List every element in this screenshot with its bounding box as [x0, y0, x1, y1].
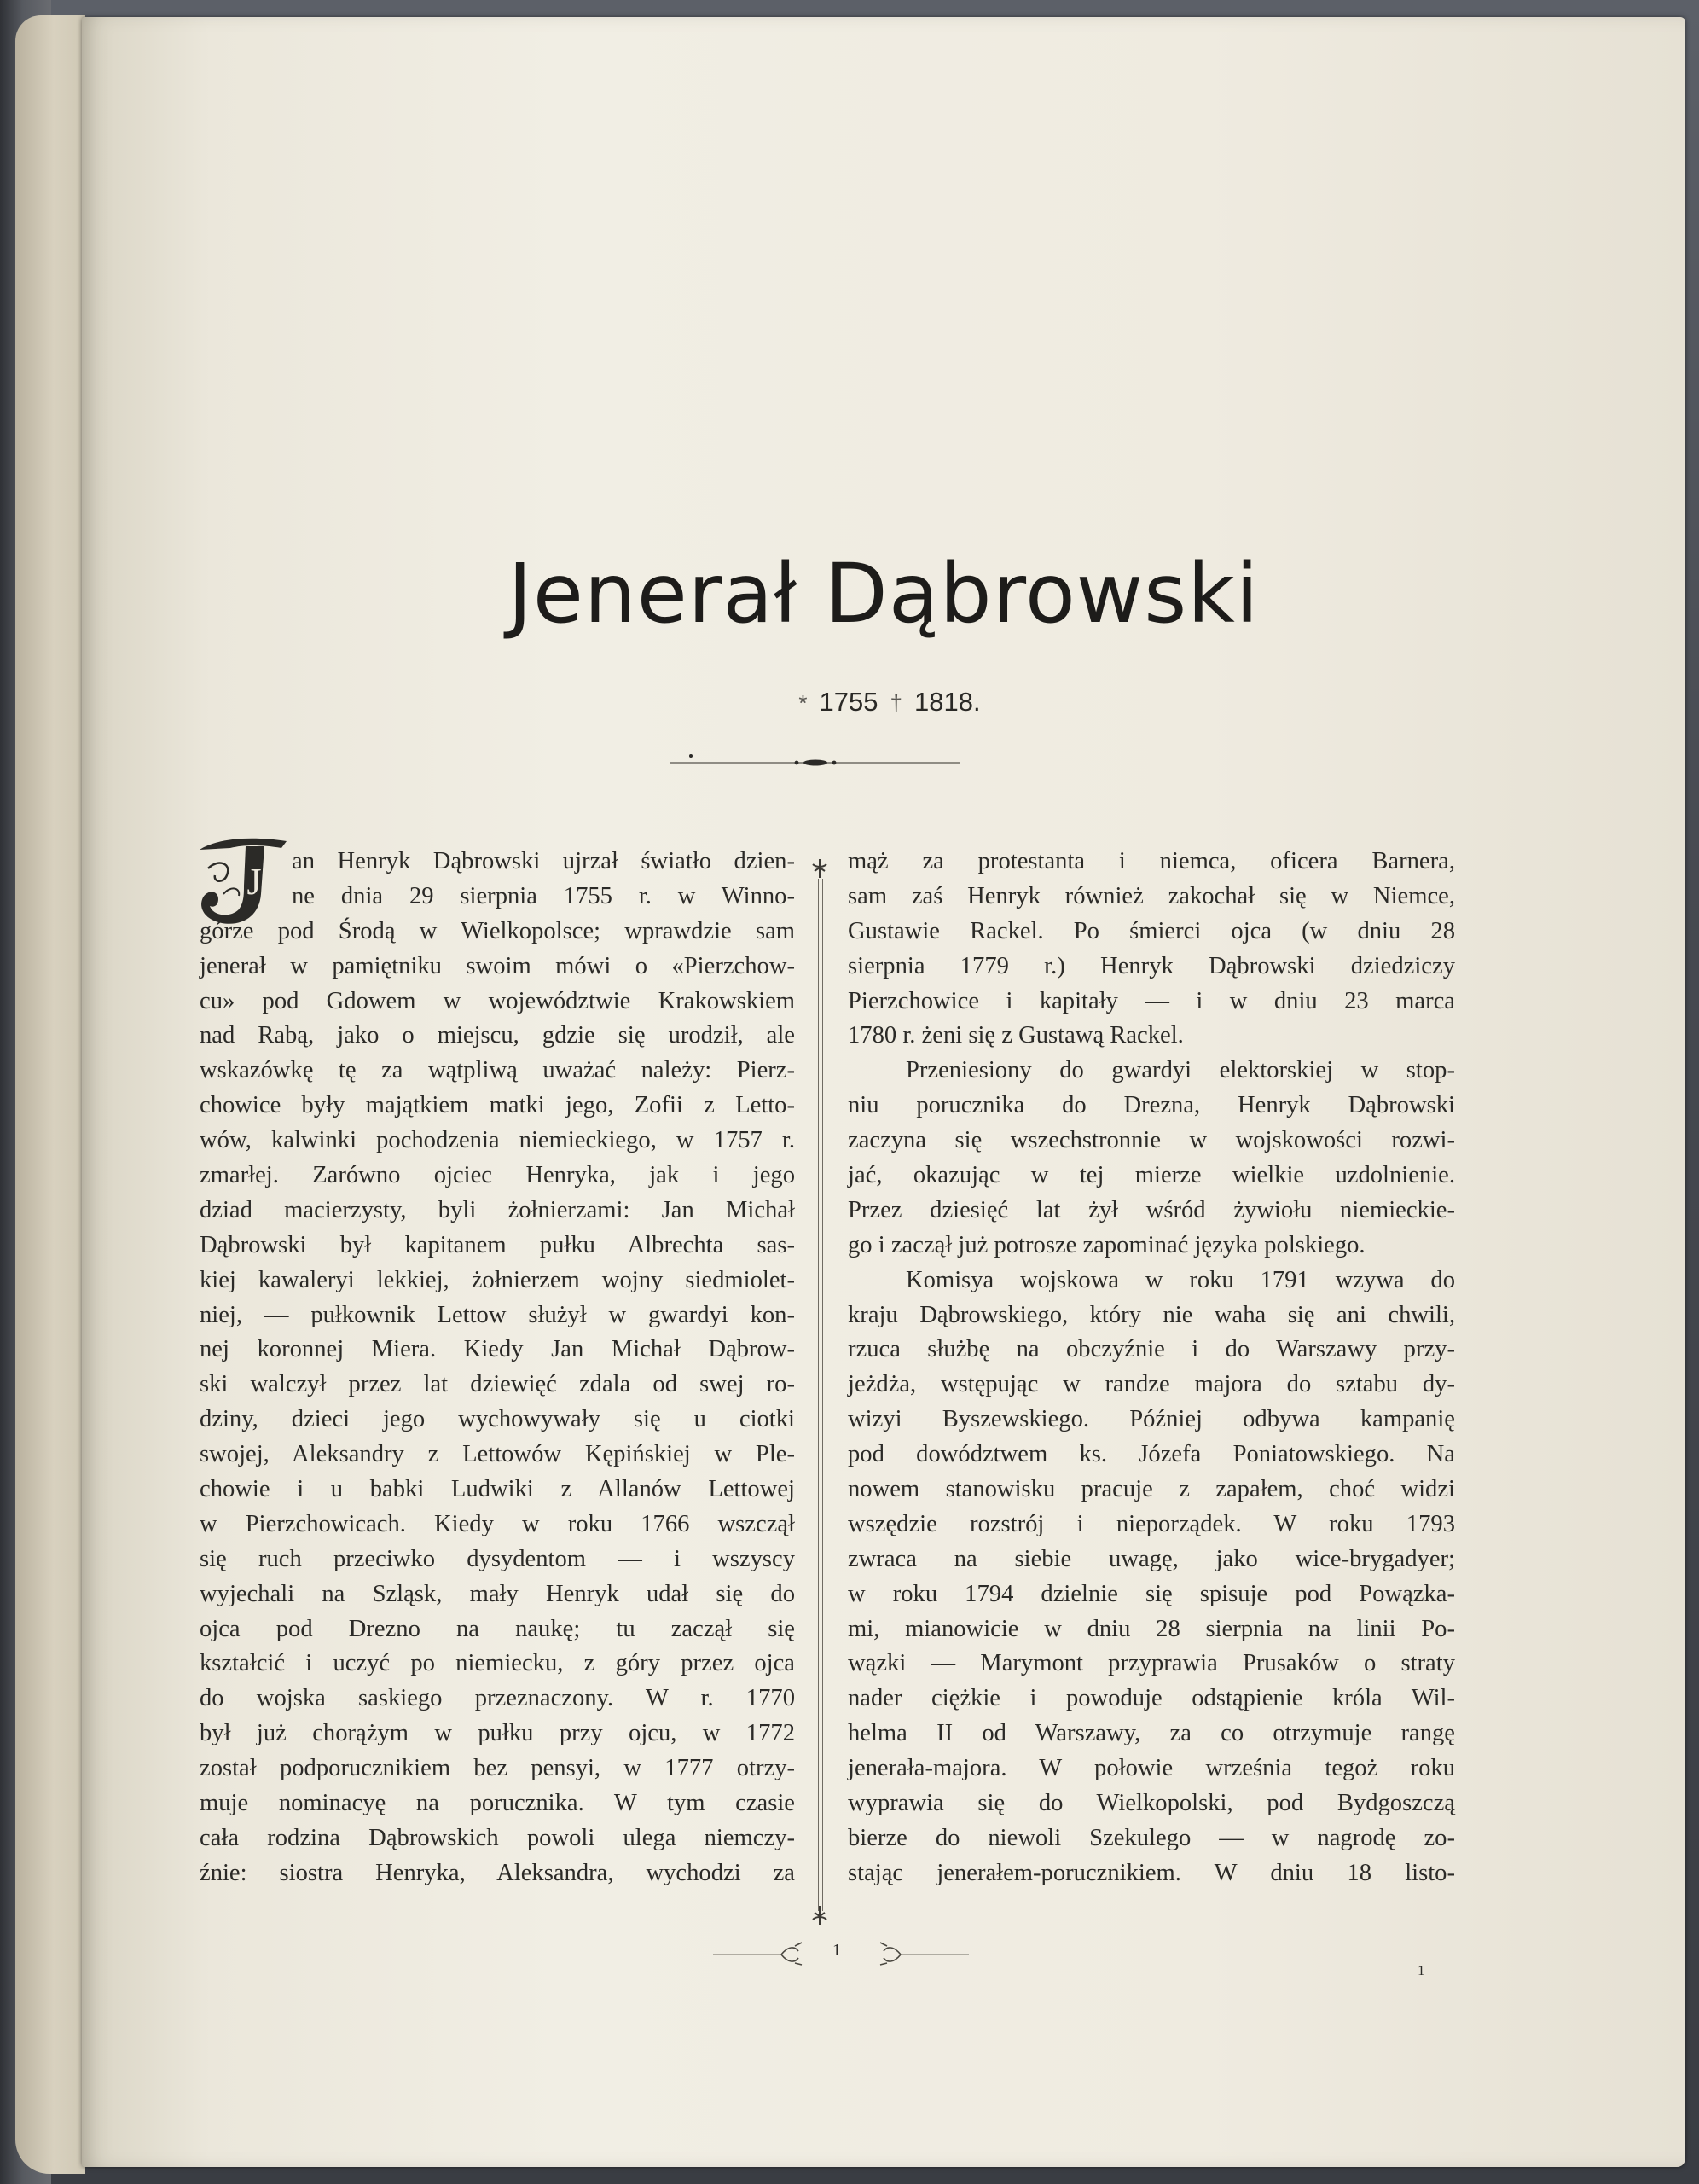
text-line: cu» pod Gdowem w województwie Krakowskiem	[200, 987, 795, 1014]
text-line: ojca pod Drezno na naukę; tu zaczął się	[200, 1615, 795, 1642]
text-line: sam zaś Henryk również zakochał się w Niemce,	[848, 882, 1455, 909]
text-line: mąż za protestanta i niemca, oficera Barnera,	[848, 848, 1455, 874]
text-line: źnie: siostra Henryka, Aleksandra, wychodzi za	[200, 1859, 795, 1886]
text-line: muje nominacyę na porucznika. W tym czasie	[200, 1790, 795, 1817]
text-line: go i zaczął już potrosze zapominać języka polskiego.	[848, 1231, 1366, 1258]
text-line: helma II od Warszawy, za co otrzymuje rangę	[848, 1720, 1455, 1747]
text-line: chowice były majątkiem matki jego, Zofii z Letto-	[200, 1092, 795, 1119]
column-divider	[818, 879, 823, 1911]
text-line: jenerała-majora. W połowie września tegoż roku	[848, 1755, 1455, 1782]
text-column-left	[200, 845, 795, 1891]
dropcap-letter: J	[246, 861, 262, 903]
text-line: zaczyna się wszechstronnie w wojskowości rozwi-	[848, 1127, 1455, 1154]
birth-year: 1755	[819, 687, 878, 717]
text-line: Dąbrowski był kapitanem pułku Albrechta sas-	[200, 1231, 795, 1258]
text-line: wyprawia się do Wielkopolski, pod Bydgoszczą	[848, 1790, 1455, 1817]
text-line: mi, mianowicie w dniu 28 sierpnia na linii Po-	[848, 1615, 1455, 1642]
text-line: chowie i u babki Ludwiki z Allanów Lettowej	[200, 1476, 795, 1503]
divider-top-ornament	[809, 857, 831, 880]
text-line: został podporucznikiem bez pensyi, w 1777 otrzy-	[200, 1755, 795, 1782]
footer-ornament-right	[875, 1941, 969, 1966]
text-line: stając jenerałem-porucznikiem. W dniu 18 listo-	[848, 1859, 1455, 1886]
text-line: rzuca służbę na obczyźnie i do Warszawy przy-	[848, 1336, 1455, 1363]
text-line: zwraca na siebie uwagę, jako wice-brygadyer;	[848, 1545, 1455, 1572]
text-line: jać, okazując w tej mierze wielkie uzdolnienie.	[848, 1162, 1455, 1189]
text-line: niu porucznika do Drezna, Henryk Dąbrowski	[848, 1092, 1455, 1119]
text-line: swojej, Aleksandry z Lettowów Kępińskiej w Ple-	[200, 1441, 795, 1468]
text-line: 1780 r. żeni się z Gustawą Rackel.	[848, 1022, 1184, 1049]
text-line: górze pod Środą w Wielkopolsce; wprawdzie sam	[200, 917, 795, 944]
text-line: Gustawie Rackel. Po śmierci ojca (w dniu 28	[848, 917, 1455, 944]
facing-page-edge	[15, 15, 85, 2174]
text-line: nader ciężkie i powoduje odstąpienie króla Wil-	[848, 1685, 1455, 1712]
text-line: kraju Dąbrowskiego, który nie waha się ani chwili,	[848, 1301, 1455, 1328]
text-line: an Henryk Dąbrowski ujrzał światło dzien-	[292, 848, 795, 874]
text-line: się ruch przeciwko dysydentom — i wszyscy	[200, 1545, 795, 1572]
text-line: wązki — Marymont przyprawia Prusaków o straty	[848, 1650, 1455, 1677]
text-line: cała rodzina Dąbrowskich powoli ulega niemczy-	[200, 1824, 795, 1851]
text-line: do wojska saskiego przeznaczony. W r. 1770	[200, 1685, 795, 1712]
text-line: był już chorążym w pułku przy ojcu, w 1772	[200, 1720, 795, 1747]
text-line: dziny, dzieci jego wychowywały się u ciotki	[200, 1406, 795, 1433]
text-line: wyjechali na Szląsk, mały Henryk udał się do	[200, 1580, 795, 1607]
text-line: nowem stanowisku pracuje z zapałem, choć widzi	[848, 1476, 1455, 1503]
text-line: wskazówkę tę za wątpliwą uważać należy: Pierz-	[200, 1057, 795, 1084]
title-ornamental-rule	[670, 752, 960, 770]
death-year: 1818.	[913, 687, 981, 717]
text-line: w roku 1794 dzielnie się spisuje pod Powązka-	[848, 1580, 1455, 1607]
text-line: bierze do niewoli Szekulego — w nagrodę zo-	[848, 1824, 1455, 1851]
text-line: w Pierzchowicach. Kiedy w roku 1766 wszczął	[200, 1510, 795, 1537]
text-line: nej koronnej Miera. Kiedy Jan Michał Dąbrow-	[200, 1336, 795, 1363]
life-dates	[82, 687, 1685, 717]
death-cross: †	[890, 690, 902, 716]
text-line: ne dnia 29 sierpnia 1755 r. w Winno-	[292, 882, 795, 909]
footer-ornament-left	[713, 1941, 807, 1966]
text-line: Komisya wojskowa w roku 1791 wzywa do	[906, 1266, 1455, 1293]
text-line: Pierzchowice i kapitały — i w dniu 23 marca	[848, 987, 1455, 1014]
text-line: kiej kawaleryi lekkiej, żołnierzem wojny siedmiolet-	[200, 1266, 795, 1293]
text-line: ski walczył przez lat dziewięć zdala od swej ro-	[200, 1371, 795, 1398]
text-line: niej, — pułkownik Lettow służył w gwardyi kon-	[200, 1301, 795, 1328]
text-line: wów, kalwinki pochodzenia niemieckiego, w 1757 r.	[200, 1127, 795, 1154]
text-line: wizyi Byszewskiego. Później odbywa kampanię	[848, 1406, 1455, 1433]
text-line: Przez dziesięć lat żył wśród żywiołu niemieckie-	[848, 1196, 1455, 1223]
text-line: kształcić i uczyć po niemiecku, z góry przez ojca	[200, 1650, 795, 1677]
corner-page-number: 1	[1418, 1962, 1425, 1978]
text-line: pod dowództwem ks. Józefa Poniatowskiego. Na	[848, 1441, 1455, 1468]
text-line: nad Rabą, jako o miejscu, gdzie się urodził, ale	[200, 1022, 795, 1049]
text-line: jenerał w pamiętniku swoim mówi o «Pierzchow-	[200, 952, 795, 979]
text-line: zmarłej. Zarówno ojciec Henryka, jak i jego	[200, 1162, 795, 1189]
text-line: jeżdża, wstępując w randze majora do sztabu dy-	[848, 1371, 1455, 1398]
text-column-right	[848, 845, 1455, 1891]
divider-bottom-ornament	[809, 1904, 831, 1926]
text-line: sierpnia 1779 r.) Henryk Dąbrowski dziedziczy	[848, 952, 1455, 979]
text-line: Przeniesiony do gwardyi elektorskiej w stop-	[906, 1057, 1455, 1084]
text-line: wszędzie rozstrój i nieporządek. W roku 1793	[848, 1510, 1455, 1537]
birth-asterisk: *	[798, 690, 808, 716]
page-title: Jenerał Dąbrowski	[507, 546, 1260, 642]
page-number: 1	[832, 1941, 841, 1960]
book-page	[82, 17, 1685, 2167]
text-line: dziad macierzysty, byli żołnierzami: Jan Michał	[200, 1196, 795, 1223]
